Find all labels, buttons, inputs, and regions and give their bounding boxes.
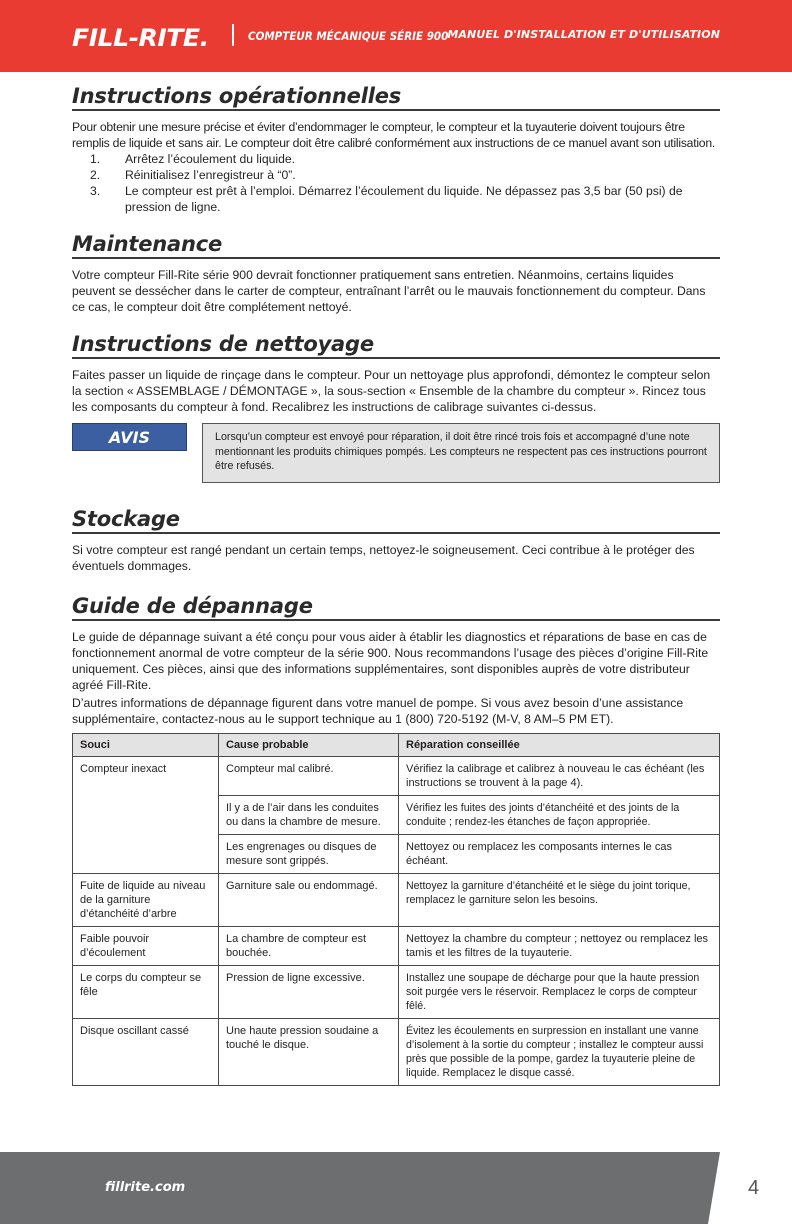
fill-rite-logo: FILL-RITE. [72,24,209,52]
header-divider [232,24,234,46]
cleaning-text: Faites passer un liquide de rinçage dans le compteur. Pour un nettoyage plus approfondi, démontez le compteur selon la section « ASSEMBLAGE / DÉMONTAGE », la sous-section « Ensemble de la chambre du compteur ». Rincez tous les composants du compteur à fond. Recalibrez les instructions de calibrage suivantes ci-dessus. [72,368,711,414]
fix-cell: Nettoyez la garniture d’étanchéité et le siège du joint torique, remplacez le garniture selon les besoins. [399,874,720,927]
section-cleaning [72,332,720,483]
section-troubleshooting [72,594,720,1086]
notice-box: Lorsqu’un compteur est envoyé pour réparation, il doit être rincé trois fois et accompagné d’une note mentionnant les produits chimiques pompés. Les compteurs ne respectent pas ces instructions pourront être refusés. [202,423,720,483]
fix-cell: Vérifiez les fuites des joints d’étanchéité et des joints de la conduite ; rendez-les étanches de façon appropriée. [399,796,720,835]
step-text: Réinitialisez l’enregistreur à “0”. [125,168,296,182]
storage-text: Si votre compteur est rangé pendant un certain temps, nettoyez-le soigneusement. Ceci contribue à le protéger des éventuels dommages. [72,543,695,573]
operational-intro: Pour obtenir une mesure précise et éviter d’endommager le compteur, le compteur et la tuyauterie doivent toujours être remplis de liquide et sans air. Le compteur doit être calibré conformément aux instructions de ce manuel avant son utilisation. [72,120,715,150]
operational-heading: Instructions opérationnelles [72,84,720,111]
fix-cell: Évitez les écoulements en surpression en installant une vanne d’isolement à la sortie du compteur ; installez le compteur aussi près que possible de la pompe, gardez la tuyauterie pleine de liquide. Remplacez le disque cassé. [399,1019,720,1086]
storage-heading: Stockage [72,507,720,534]
problem-cell: Le corps du compteur se fêle [73,966,219,1019]
cause-cell: Une haute pression soudaine a touché le disque. [219,1019,399,1086]
problem-cell: Disque oscillant cassé [73,1019,219,1086]
fix-cell: Nettoyez ou remplacez les composants internes le cas échéant. [399,835,720,874]
step-item [72,167,720,183]
table-row [73,966,720,1019]
fix-cell: Nettoyez la chambre du compteur ; nettoyez ou remplacez les tamis et les filtres de la tuyauterie. [399,927,720,966]
troubleshooting-table [72,733,720,1086]
column-header: Cause probable [219,734,399,757]
column-header: Réparation conseillée [399,734,720,757]
maintenance-heading: Maintenance [72,232,720,259]
column-header: Souci [73,734,219,757]
troubleshooting-heading: Guide de dépannage [72,594,720,621]
cause-cell: Les engrenages ou disques de mesure sont grippés. [219,835,399,874]
section-storage [72,507,720,574]
step-number: 3. [90,184,101,198]
notice-row [72,423,720,483]
table-row [73,927,720,966]
step-text: Arrêtez l’écoulement du liquide. [125,152,296,166]
step-number: 1. [90,152,101,166]
section-maintenance [72,232,720,315]
maintenance-text: Votre compteur Fill-Rite série 900 devrait fonctionner pratiquement sans entretien. Néanmoins, certains liquides peuvent se dessécher dans le carter de compteur, entraînant l’arrêt ou le mauvais fonctionnement du compteur. Dans ce cas, le compteur doit être complétement nettoyé. [72,268,706,314]
fix-cell: Installez une soupape de décharge pour que la haute pression soit purgée vers le réservoir. Remplacez le corps de compteur fêlé. [399,966,720,1019]
problem-cell: Fuite de liquide au niveau de la garniture d’étanchéité d’arbre [73,874,219,927]
operational-steps [72,151,720,215]
footer-website-link[interactable]: fillrite.com [105,1180,186,1195]
fix-cell: Vérifiez la calibrage et calibrez à nouveau le cas échéant (les instructions se trouvent à la page 4). [399,757,720,796]
step-text: Le compteur est prêt à l’emploi. Démarrez l’écoulement du liquide. Ne dépassez pas 3,5 bar (50 psi) de pression de ligne. [125,184,683,214]
table-header-row [73,734,720,757]
cause-cell: La chambre de compteur est bouchée. [219,927,399,966]
page-content [72,84,720,1103]
notice-badge: AVIS [72,423,187,451]
page-footer [0,1152,792,1224]
header-product-title: COMPTEUR MÉCANIQUE SÉRIE 900 [248,29,449,43]
problem-cell: Faible pouvoir d’écoulement [73,927,219,966]
page-header [0,0,792,72]
header-manual-title: MANUEL D'INSTALLATION ET D'UTILISATION [447,28,720,41]
problem-cell: Compteur inexact [73,757,219,874]
step-number: 2. [90,168,101,182]
step-item [72,183,720,215]
troubleshooting-p1: Le guide de dépannage suivant a été conçu pour vous aider à établir les diagnostics et réparations de base en cas de fonctionnement anormal de votre compteur de la série 900. Nous recommandons l’usage des pièces d’origine Fill-Rite uniquement. Ces pièces, ainsi que des informations supplémentaires, sont disponibles auprès de votre distributeur agréé Fill-Rite. [72,630,709,692]
cleaning-heading: Instructions de nettoyage [72,332,720,359]
cause-cell: Il y a de l’air dans les conduites ou dans la chambre de mesure. [219,796,399,835]
table-row [73,757,720,796]
cause-cell: Pression de ligne excessive. [219,966,399,1019]
cause-cell: Compteur mal calibré. [219,757,399,796]
section-operational [72,84,720,215]
table-row [73,874,720,927]
table-row [73,1019,720,1086]
page-number: 4 [748,1177,760,1199]
troubleshooting-p2: D’autres informations de dépannage figurent dans votre manuel de pompe. Si vous avez besoin d’une assistance supplémentaire, contactez-nous au le support technique au 1 (800) 720-5192 (M-V, 8 AM–5 PM ET). [72,696,684,726]
step-item [72,151,720,167]
cause-cell: Garniture sale ou endommagé. [219,874,399,927]
